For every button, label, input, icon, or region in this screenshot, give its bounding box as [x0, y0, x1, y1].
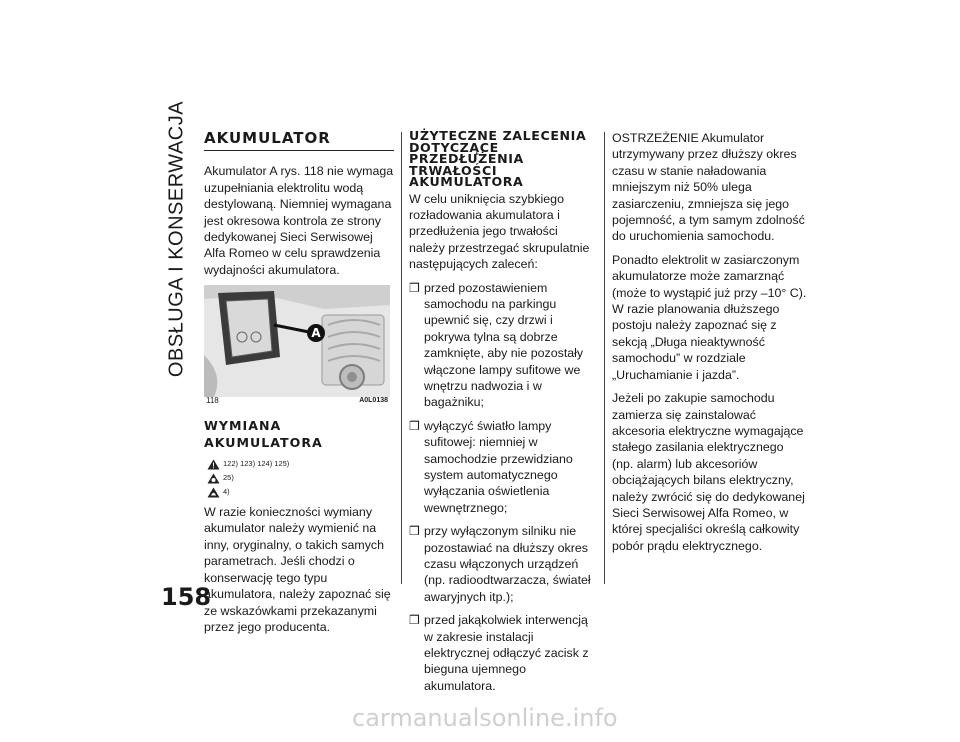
bullet-marker: ❒: [409, 524, 420, 539]
bullet-marker: ❒: [409, 613, 420, 628]
replacement-paragraph: W razie konieczności wymiany akumulator należy wymienić na inny, oryginalny, o takich samych parametrach. Jeśli chodzi o konserwację tego typu akumulatora, należy zapoznać się ze wskazówkami przekazanymi przez jego producenta.: [204, 505, 391, 634]
column-3: [612, 130, 808, 561]
warning-row-3: [207, 485, 394, 499]
caution-triangle-icon: [207, 473, 220, 484]
warning-row-2: [207, 471, 394, 485]
watermark: carmanualsonline.info: [352, 704, 618, 732]
warning-row-1: [207, 457, 394, 471]
warning-refs-2: 25): [223, 472, 234, 482]
warning-refs-3: 4): [223, 486, 230, 496]
list-item-text: przed jakąkolwiek interwencją w zakresie instalacji elektrycznej odłączyć zacisk z bieguna ujemnego akumulatora.: [424, 613, 589, 693]
warning-refs-1: 122) 123) 124) 125): [223, 458, 290, 468]
page-number: 158: [161, 583, 212, 611]
intro-paragraph: Akumulator A rys. 118 nie wymaga uzupełniania elektrolitu wodą destylowaną. Niemniej wymagana jest okresowa kontrola ze strony dedykowanej Sieci Serwisowej Alfa Romeo w celu sprawdzenia wydajności akumulatora.: [204, 164, 394, 277]
heading-line-5: AKUMULATORA: [409, 174, 524, 189]
callout-label: A: [311, 326, 321, 341]
heading-line-2: DOTYCZĄCE: [409, 139, 499, 155]
column-1: [204, 130, 394, 642]
battery-photo: [204, 285, 390, 397]
battery-figure: [204, 285, 390, 409]
figure-number: 118: [206, 395, 219, 405]
bullet-marker: ❒: [409, 418, 420, 433]
bullet-marker: ❒: [409, 280, 420, 295]
column-divider-1: [401, 132, 402, 584]
figure-code: A0L0138: [359, 396, 388, 404]
heading-line-4: TRWAŁOŚCI: [409, 162, 498, 178]
subheading-wymiana: WYMIANA AKUMULATORA: [204, 418, 323, 450]
electrolyte-paragraph: Ponadto elektrolit w zasiarczonym akumulatorze może zamarznąć (może to wystąpić już przy –10° C). W razie planowania dłuższego postoju należy zapoznać się z sekcją „Długa nieaktywność samochodu” w rozdziale „Uruchamianie i jazda”.: [612, 252, 807, 382]
list-item: [409, 280, 597, 411]
accessories-paragraph: Jeżeli po zakupie samochodu zamierza się zainstalować akcesoria elektryczne wymagające stałego zasilania elektrycznego (np. alarm) lub akcesoriów obciążających bilans elektryczny, należy zwrócić się do dedykowanej Sieci Serwisowej Alfa Romeo, w której specjaliści określą całkowity pobór prądu elektrycznego.: [612, 391, 805, 553]
section-heading-akumulator: AKUMULATOR: [204, 129, 331, 147]
heading-rule: [204, 150, 394, 151]
list-item: [409, 612, 597, 694]
column-2: [409, 130, 597, 701]
heading-line-1: UŻYTECZNE ZALECENIA: [409, 128, 587, 143]
environment-triangle-icon: [207, 487, 220, 498]
column-divider-2: [604, 132, 605, 584]
chapter-title-text: OBSŁUGA I KONSERWACJA: [165, 100, 188, 378]
warning-triangle-icon: [207, 459, 220, 470]
list-item: [409, 523, 597, 605]
chapter-title: [162, 100, 192, 378]
list-item: [409, 418, 597, 516]
list-item-text: przy wyłączonym silniku nie pozostawiać na dłuższy okres czasu włączonych urządzeń (np. radioodtwarzacza, świateł awaryjnych itp.);: [424, 524, 591, 604]
list-item-text: wyłączyć światło lampy sufitowej: niemniej w samochodzie przewidziano system automatycznego wyłączania oświetlenia wewnętrznego;: [424, 418, 573, 515]
heading-line-3: PRZEDŁUŻENIA: [409, 151, 524, 166]
section-heading-zalecenia: [409, 130, 597, 188]
warning-paragraph: OSTRZEŻENIE Akumulator utrzymywany przez dłuższy okres czasu w stanie naładowania mniejszym niż 50% ulega zasiarczeniu, zmniejsza się jego pojemność, a tym samym zdolność do uruchomienia samochodu.: [612, 131, 805, 244]
tips-intro: W celu uniknięcia szybkiego rozładowania akumulatora i przedłużenia jego trwałości należy przestrzegać skrupulatnie następujących zaleceń:: [409, 191, 590, 272]
list-item-text: przed pozostawieniem samochodu na parkingu upewnić się, czy drzwi i pokrywa tylna są dobrze zamknięte, aby nie pozostały włączone lampy sufitowe we wnętrzu nadwozia i w bagażniku;: [424, 280, 584, 410]
